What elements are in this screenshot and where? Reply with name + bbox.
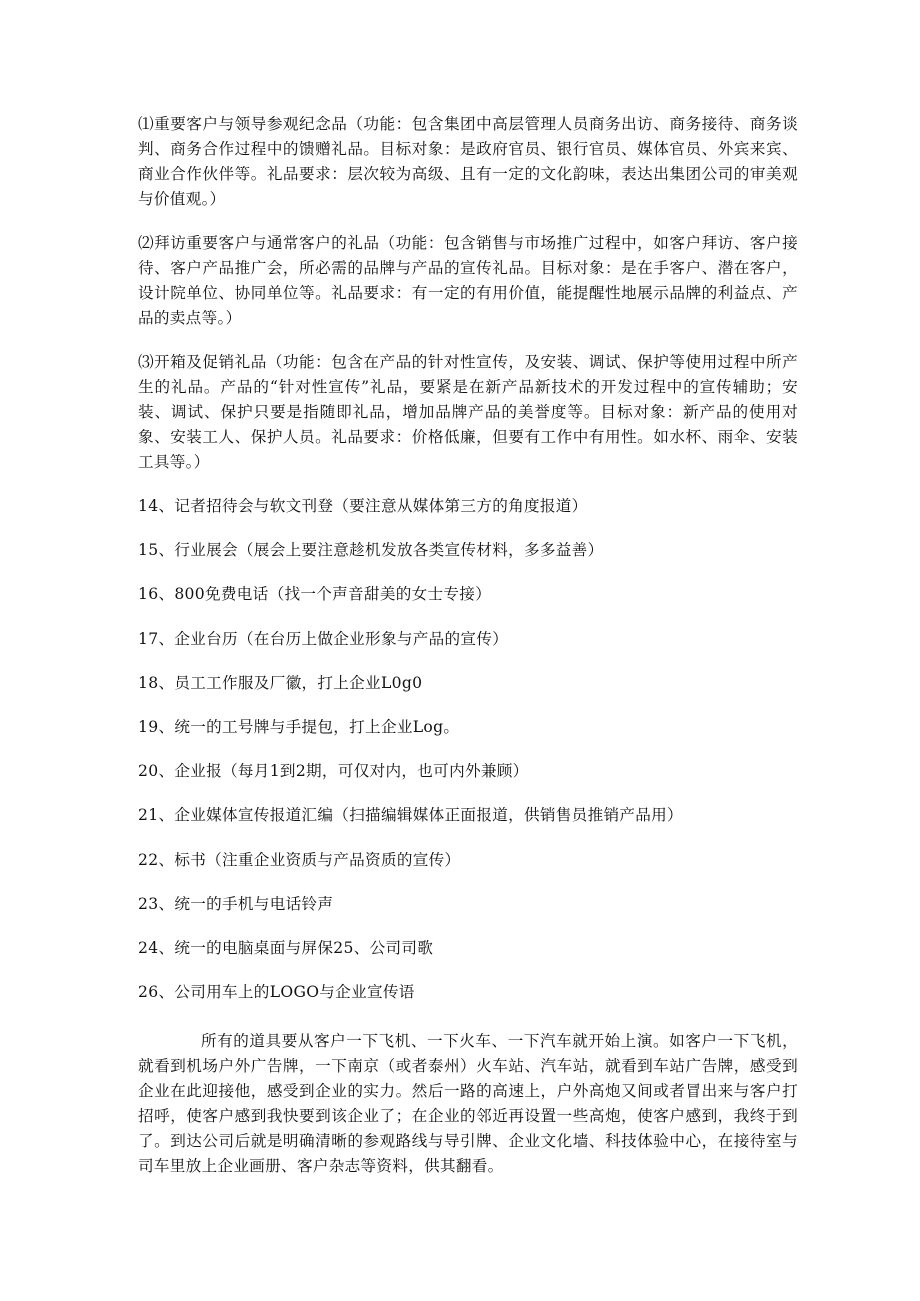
gift-category-2: ⑵拜访重要客户与通常客户的礼品（功能：包含销售与市场推广过程中，如客户拜访、客户接待、客户产品推广会，所必需的品牌与产品的宣传礼品。目标对象：是在手客户、潜在客户，设计院单位、协同单位等。礼品要求：有一定的有用价值，能提醒性地展示品牌的利益点、产品的卖点等。） <box>138 234 798 327</box>
list-item-18: 18、员工工作服及厂徽，打上企业L0g0 <box>138 673 423 692</box>
list-item-20: 20、企业报（每月1到2期，可仅对内，也可内外兼顾） <box>138 762 529 781</box>
list-item-14: 14、记者招待会与软文刊登（要注意从媒体第三方的角度报道） <box>138 497 588 515</box>
list-item-19: 19、统一的工号牌与手提包，打上企业Log。 <box>138 717 460 736</box>
list-item-15: 15、行业展会（展会上要注意趁机发放各类宣传材料，多多益善） <box>138 541 604 560</box>
list-item-21: 21、企业媒体宣传报道汇编（扫描编辑媒体正面报道，供销售员推销产品用） <box>138 806 683 825</box>
list-item-17: 17、企业台历（在台历上做企业形象与产品的宣传） <box>138 629 509 648</box>
list-item-26: 26、公司用车上的LOGO与企业宣传语 <box>138 983 415 1002</box>
closing-paragraph: 所有的道具要从客户一下飞机、一下火车、一下汽车就开始上演。如客户一下飞机，就看到机场户外广告牌，一下南京（或者泰州）火车站、汽车站，就看到车站广告牌，感受到企业在此迎接他，感受到企业的实力。然后一路的高速上，户外高炮又间或者冒出来与客户打招呼，使客户感到我快要到该企业了；在企业的邻近再设置一些高炮，使客户感到，我终于到了。到达公司后就是明确清晰的参观路线与导引牌、企业文化墙、科技体验中心，在接待室与司车里放上企业画册、客户杂志等资料，供其翻看。 <box>138 1032 798 1176</box>
list-item-23: 23、统一的手机与电话铃声 <box>138 894 334 913</box>
gift-category-1: ⑴重要客户与领导参观纪念品（功能：包含集团中高层管理人员商务出访、商务接待、商务谈判、商务合作过程中的馈赠礼品。目标对象：是政府官员、银行官员、媒体官员、外宾来宾、商业合作伙伴等。礼品要求：层次较为高级、且有一定的文化韵味，表达出集团公司的审美观与价值观。） <box>138 115 798 208</box>
document-page <box>138 112 798 1179</box>
list-item-16: 16、800免费电话（找一个声音甜美的女士专接） <box>138 585 492 604</box>
list-item-24: 24、统一的电脑桌面与屏保25、公司司歌 <box>138 938 434 957</box>
list-item-22: 22、标书（注重企业资质与产品资质的宣传） <box>138 850 461 869</box>
gift-category-3: ⑶开箱及促销礼品（功能：包含在产品的针对性宣传，及安装、调试、保护等使用过程中所产生的礼品。产品的“针对性宣传”礼品，要紧是在新产品新技术的开发过程中的宣传辅助；安装、调试、保护只要是指随即礼品，增加品牌产品的美誉度等。目标对象：新产品的使用对象、安装工人、保护人员。礼品要求：价格低廉，但要有工作中有用性。如水杯、雨伞、安装工具等。） <box>138 353 798 471</box>
